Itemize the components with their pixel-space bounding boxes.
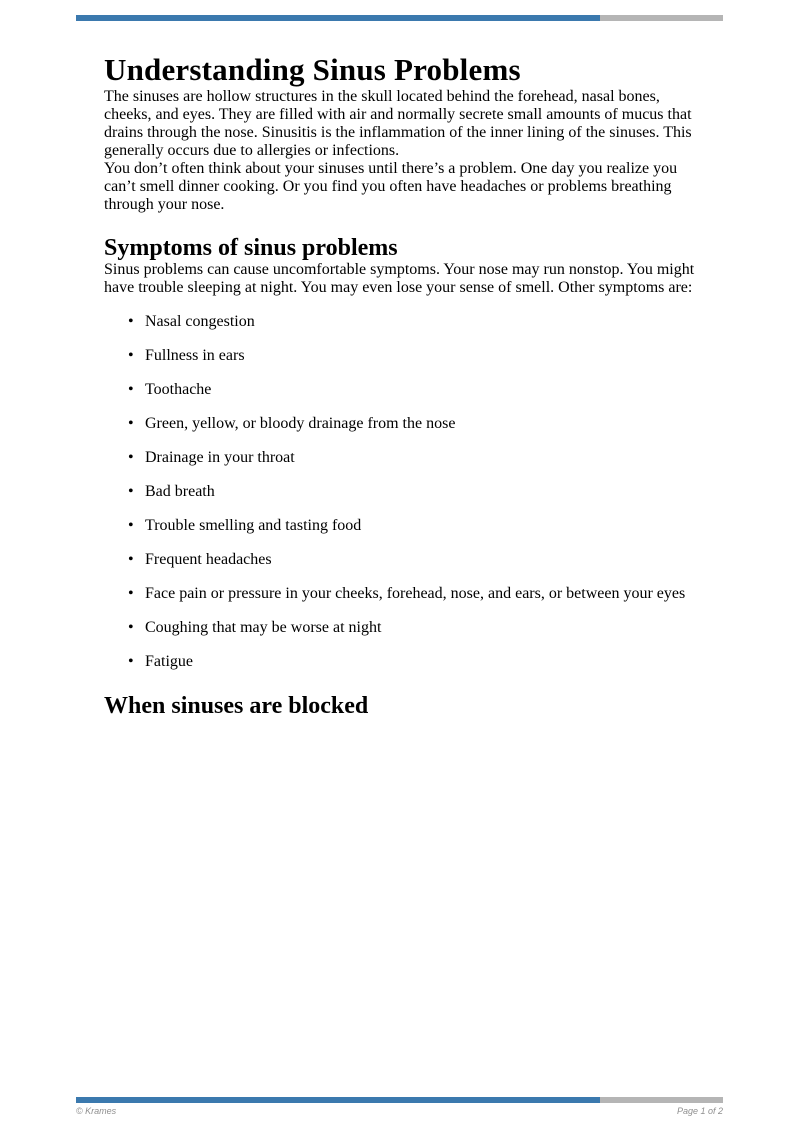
intro-paragraph-1: The sinuses are hollow structures in the skull located behind the forehead, nasal bones, cheeks, and eyes. They are filled with air and normally secrete small amounts of mucus that drains through the nose. Sinusitis is the inflammation of the inner lining of the sinuses. This generally occurs due to allergies or infections. (104, 88, 692, 159)
symptom-list-item: • Face pain or pressure in your cheeks, forehead, nose, and ears, or between your eyes (104, 585, 704, 603)
section-heading-blocked-sinuses: When sinuses are blocked (104, 693, 369, 719)
symptom-list (104, 313, 704, 671)
symptom-list-item: • Toothache (104, 381, 704, 399)
page-footer (76, 1097, 723, 1117)
intro-paragraph-2: You don’t often think about your sinuses until there’s a problem. One day you realize you can’t smell dinner cooking. Or you find you often have headaches or problems breathing through your nose. (104, 160, 678, 213)
page-number-text: Page 1 of 2 (676, 1106, 723, 1116)
symptom-list-item: • Nasal congestion (104, 313, 704, 331)
copyright-text: © Krames (76, 1106, 117, 1116)
symptom-list-item: • Fatigue (104, 653, 704, 671)
symptom-list-item: • Trouble smelling and tasting food (104, 517, 704, 535)
footer-rule-bar-blue-segment (76, 1097, 600, 1103)
symptoms-intro-paragraph: Sinus problems can cause uncomfortable symptoms. Your nose may run nonstop. You might have trouble sleeping at night. You may even lose your sense of smell. Other symptoms are: (104, 261, 695, 296)
symptom-list-item: • Coughing that may be worse at night (104, 619, 704, 637)
symptom-list-item: • Drainage in your throat (104, 449, 704, 467)
document-content (104, 0, 704, 719)
symptom-list-item: • Bad breath (104, 483, 704, 501)
page-title: Understanding Sinus Problems (104, 52, 521, 87)
symptom-list-item: • Fullness in ears (104, 347, 704, 365)
footer-text-row (76, 1106, 723, 1117)
symptom-list-item: • Frequent headaches (104, 551, 704, 569)
section-heading-symptoms: Symptoms of sinus problems (104, 235, 398, 261)
footer-rule-bar (76, 1097, 723, 1103)
symptom-list-item: • Green, yellow, or bloody drainage from the nose (104, 415, 704, 433)
